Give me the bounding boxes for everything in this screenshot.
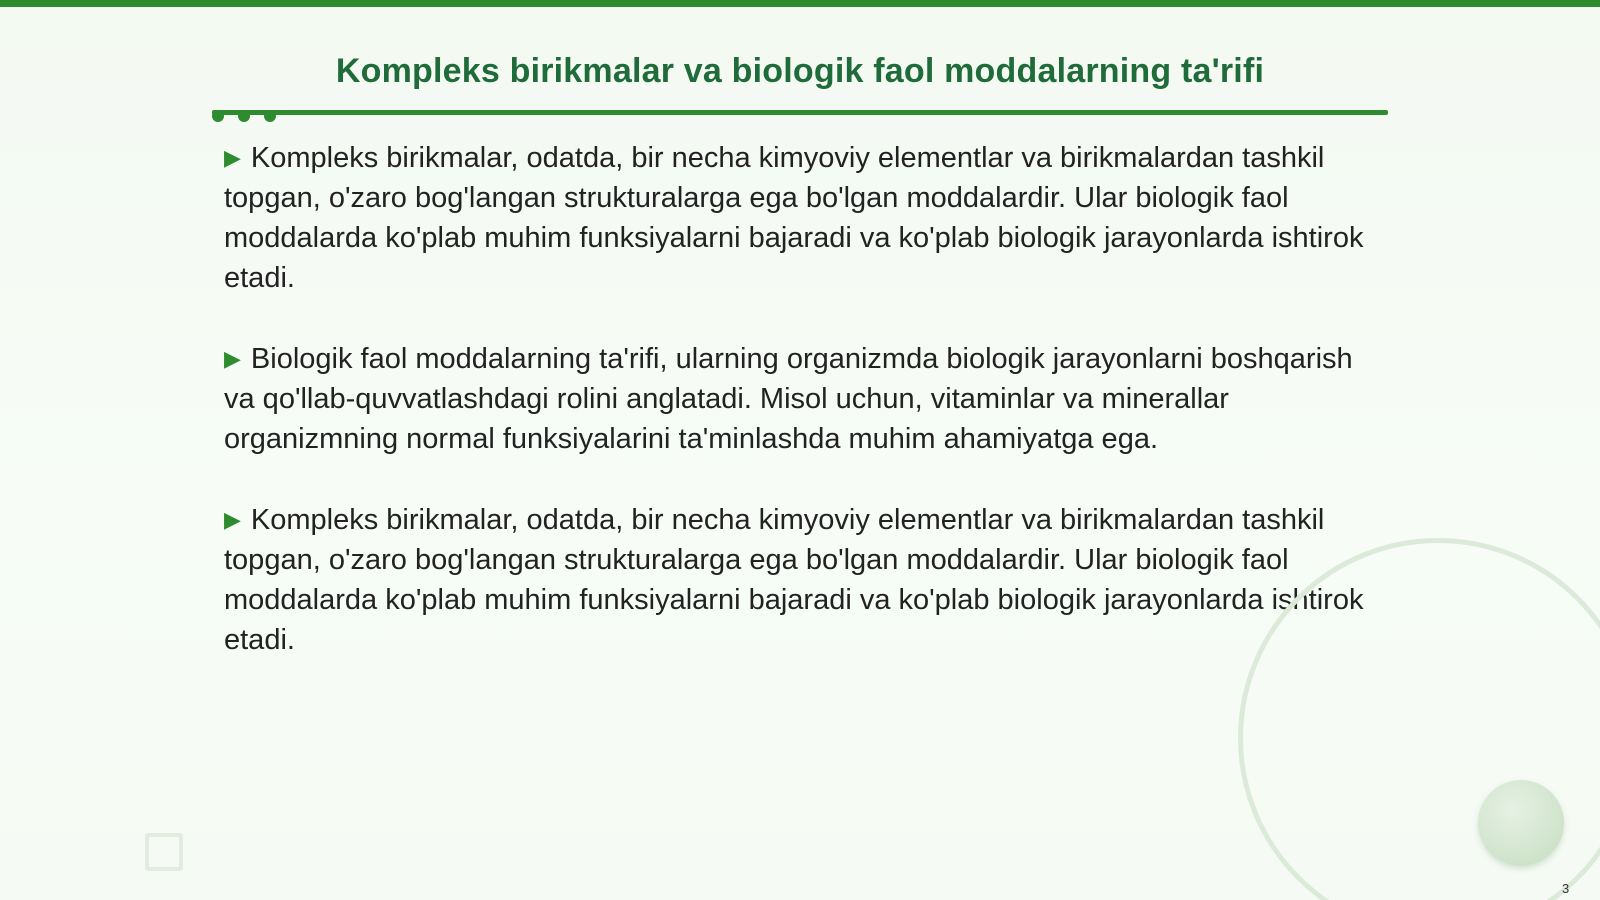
- bullet-text: Biologik faol moddalarning ta'rifi, ularning organizmda biologik jarayonlarni boshqarish va qo'llab-quvvatlashdagi rolini anglatadi. Misol uchun, vitaminlar va minerallar organizmning normal funksiyalarini ta'minlashda muhim ahamiyatga ega.: [224, 343, 1353, 455]
- bullet-item: [224, 339, 1374, 459]
- triangle-bullet-icon: ▶: [224, 145, 241, 170]
- underline-dot: [238, 110, 250, 122]
- bullet-text: Kompleks birikmalar, odatda, bir necha kimyoviy elementlar va birikmalardan tashkil topgan, o'zaro bog'langan strukturalarga ega bo'lgan moddalardir. Ular biologik faol moddalarda ko'plab muhim funksiyalarni bajaradi va ko'plab biologik jarayonlarda ishtirok etadi.: [224, 142, 1364, 294]
- page-number: 3: [1562, 881, 1570, 896]
- underline-dot: [212, 110, 224, 122]
- bullet-item: [224, 138, 1374, 298]
- top-accent-bar: [0, 0, 1600, 7]
- triangle-bullet-icon: ▶: [224, 507, 241, 532]
- bullet-text: Kompleks birikmalar, odatda, bir necha kimyoviy elementlar va birikmalardan tashkil topgan, o'zaro bog'langan strukturalarga ega bo'lgan moddalardir. Ular biologik faol moddalarda ko'plab muhim funksiyalarni bajaradi va ko'plab biologik jarayonlarda ishtirok etadi.: [224, 504, 1364, 656]
- title-underline: [212, 110, 1388, 115]
- decorative-square: [145, 833, 183, 871]
- slide-title: Kompleks birikmalar va biologik faol moddalarning ta'rifi: [335, 52, 1265, 90]
- bullet-item: [224, 500, 1374, 660]
- triangle-bullet-icon: ▶: [224, 346, 241, 371]
- decorative-circle: [1478, 780, 1564, 866]
- underline-dot: [264, 110, 276, 122]
- bullet-list: [224, 138, 1374, 701]
